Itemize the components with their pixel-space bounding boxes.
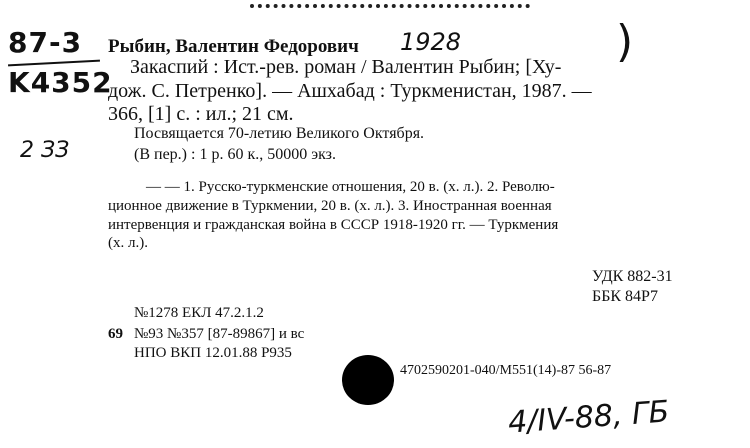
subjects-line-1: — — 1. Русско-туркменские отношения, 20 в. (х. л.). 2. Револю- [146, 179, 555, 195]
note-line-2: (В пер.) : 1 р. 60 к., 50000 экз. [134, 146, 336, 163]
footer-number: 69 [108, 326, 123, 342]
footer-line-1: №1278 ЕКЛ 47.2.1.2 [134, 305, 264, 321]
top-edge-line [250, 0, 530, 8]
handwritten-bracket: ) [616, 16, 634, 67]
bottom-handwritten-note: 4/IV-88, ГБ [506, 394, 671, 441]
isbn-line: 4702590201-040/М551(14)-87 56-87 [400, 363, 612, 378]
subjects-line-2: ционное движение в Туркмении, 20 в. (х. л.). 3. Иностранная военная [108, 198, 552, 214]
bbk-code: ББК 84Р7 [592, 288, 658, 305]
title-line-1: Закаспий : Ист.-рев. роман / Валентин Рыбин; [Ху- [130, 56, 562, 78]
author-heading: Рыбин, Валентин Федорович [108, 36, 359, 57]
title-line-2: дож. С. Петренко]. — Ашхабад : Туркменистан, 1987. — [108, 80, 592, 102]
punched-hole [342, 355, 394, 405]
note-line-1: Посвящается 70-летию Великого Октября. [134, 125, 425, 142]
subjects-line-3: интервенция и гражданская война в СССР 1918-1920 гг. — Туркмения [108, 217, 559, 233]
footer-line-2: №93 №357 [87-89867] и вс [134, 326, 305, 342]
title-line-3: 366, [1] с. : ил.; 21 см. [108, 103, 294, 125]
year-note: 1928 [400, 28, 462, 56]
footer-line-3: НПО ВКП 12.01.88 Р935 [134, 345, 292, 361]
subjects-line-4: (х. л.). [108, 235, 148, 251]
shelf-mark-top: 87-3 [8, 26, 83, 59]
shelf-mark-bottom: K4352 [8, 66, 113, 99]
margin-note: 2 ЗЗ [20, 138, 70, 163]
udc-code: УДК 882-31 [592, 268, 673, 285]
